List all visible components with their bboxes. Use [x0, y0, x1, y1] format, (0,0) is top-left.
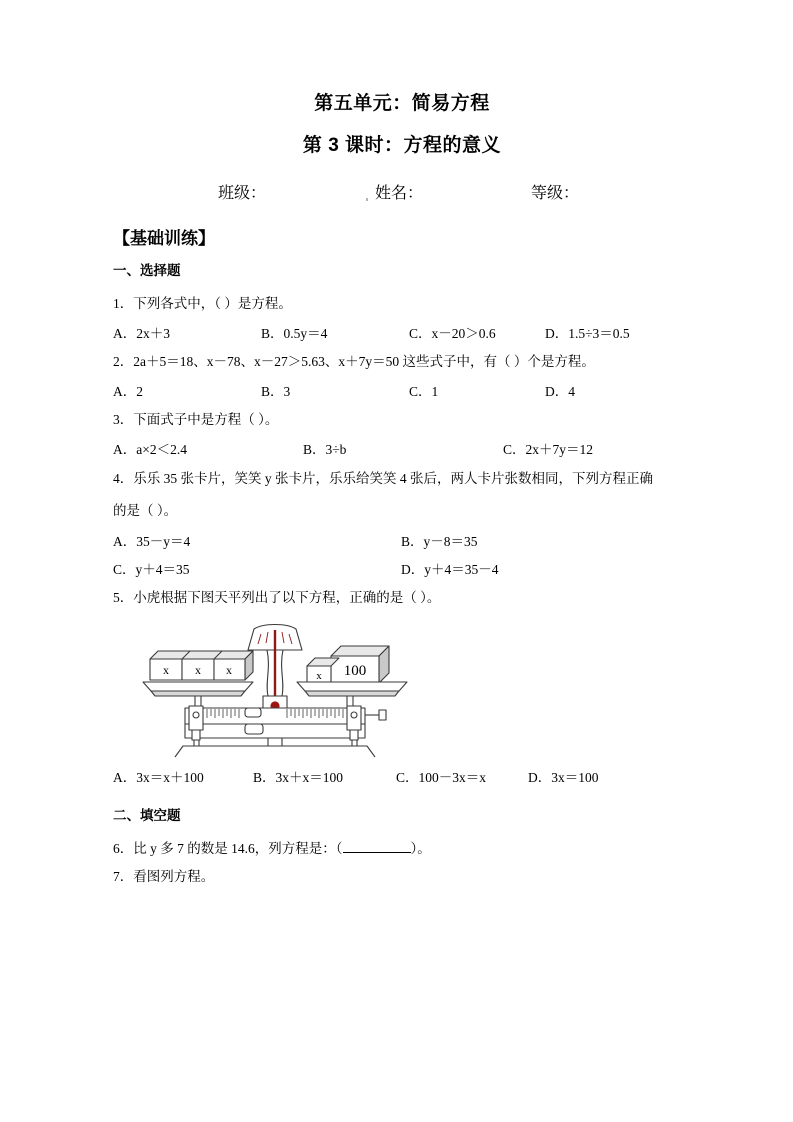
part-one-heading: 一、选择题 — [113, 263, 181, 278]
question-5-option-b[interactable]: B．3x＋x＝100 — [253, 770, 344, 785]
question-4-option-c[interactable]: C．y＋4＝35 — [113, 562, 190, 577]
lesson-title: 第 3 课时：方程的意义 — [302, 135, 502, 156]
question-4-option-a[interactable]: A．35－y＝4 — [113, 534, 191, 549]
student-info-row — [113, 181, 691, 209]
question-4-stem-line-1: 4．乐乐 35 张卡片，笑笑 y 张卡片，乐乐给笑笑 4 张后，两人卡片张数相同，下列方程正确 — [113, 471, 653, 486]
grade-label: 等级： — [531, 185, 580, 202]
question-1-stem: 1．下列各式中，（ ）是方程。 — [113, 296, 292, 311]
worksheet-content — [113, 88, 691, 891]
unit-title: 第五单元：简易方程 — [314, 93, 490, 114]
class-label: 班级： — [218, 185, 267, 202]
question-3-option-b[interactable]: B．3÷b — [303, 442, 347, 457]
left-box-label-1: x — [163, 663, 169, 677]
question-3-option-a[interactable]: A．a×2＜2.4 — [113, 442, 187, 457]
section-basic-training: 【基础训练】 — [113, 229, 215, 248]
question-2-option-b[interactable]: B．3 — [261, 384, 291, 399]
question-5-option-d[interactable]: D．3x＝100 — [528, 770, 599, 785]
beam-rider-top — [245, 708, 261, 717]
balance-scale-figure — [113, 620, 691, 758]
question-3-options — [113, 436, 691, 464]
balance-beam — [185, 708, 365, 738]
question-3-option-c[interactable]: C．2x＋7y＝12 — [503, 442, 594, 457]
question-5-options — [113, 764, 691, 792]
question-1-option-a[interactable]: A．2x＋3 — [113, 326, 170, 341]
question-5-option-a[interactable]: A．3x＝x＋100 — [113, 770, 204, 785]
question-4-option-b[interactable]: B．y－8＝35 — [401, 534, 478, 549]
question-6-answer-blank[interactable] — [343, 839, 411, 853]
left-box-label-2: x — [195, 663, 201, 677]
question-1-options — [113, 320, 691, 348]
right-box-label-100: 100 — [343, 663, 367, 679]
question-1-option-b[interactable]: B．0.5y＝4 — [261, 326, 328, 341]
left-box-label-3: x — [226, 663, 232, 677]
balance-scale-illustration — [135, 620, 415, 758]
right-box-label-x: x — [316, 670, 322, 682]
question-4-options-row-2 — [113, 556, 691, 584]
question-3-stem: 3．下面式子中是方程（ ）。 — [113, 412, 279, 427]
question-5-stem: 5．小虎根据下图天平列出了以下方程，正确的是（ ）。 — [113, 590, 441, 605]
question-6-text-before: 6．比 y 多 7 的数是 14.6，列方程是：（ — [113, 841, 343, 856]
question-2-option-c[interactable]: C．1 — [409, 384, 439, 399]
right-post — [347, 706, 386, 752]
question-4-options-row-1 — [113, 528, 691, 556]
stray-mark — [366, 198, 368, 201]
right-pan — [297, 682, 407, 706]
name-label: 姓名： — [375, 185, 424, 202]
left-post — [189, 706, 203, 752]
scale-base — [175, 738, 375, 757]
question-4-stem-line-2: 的是（ ）。 — [113, 503, 178, 518]
question-4-option-d[interactable]: D．y＋4＝35－4 — [401, 562, 499, 577]
left-pan — [143, 682, 253, 706]
question-1-option-c[interactable]: C．x－20＞0.6 — [409, 326, 496, 341]
question-5-option-c[interactable]: C．100－3x＝x — [396, 770, 487, 785]
question-1-option-d[interactable]: D．1.5÷3＝0.5 — [545, 326, 630, 341]
part-two-heading: 二、填空题 — [113, 808, 181, 823]
beam-rider-bottom — [245, 724, 263, 734]
question-2-option-a[interactable]: A．2 — [113, 384, 143, 399]
question-2-stem: 2．2a＋5＝18、x－78、x－27＞5.63、x＋7y＝50 这些式子中，有（ ）个是方程。 — [113, 354, 595, 369]
question-2-options — [113, 378, 691, 406]
question-2-option-d[interactable]: D．4 — [545, 384, 575, 399]
question-6 — [113, 835, 691, 863]
question-6-text-after: ）。 — [410, 841, 431, 856]
question-7: 7．看图列方程。 — [113, 869, 215, 884]
